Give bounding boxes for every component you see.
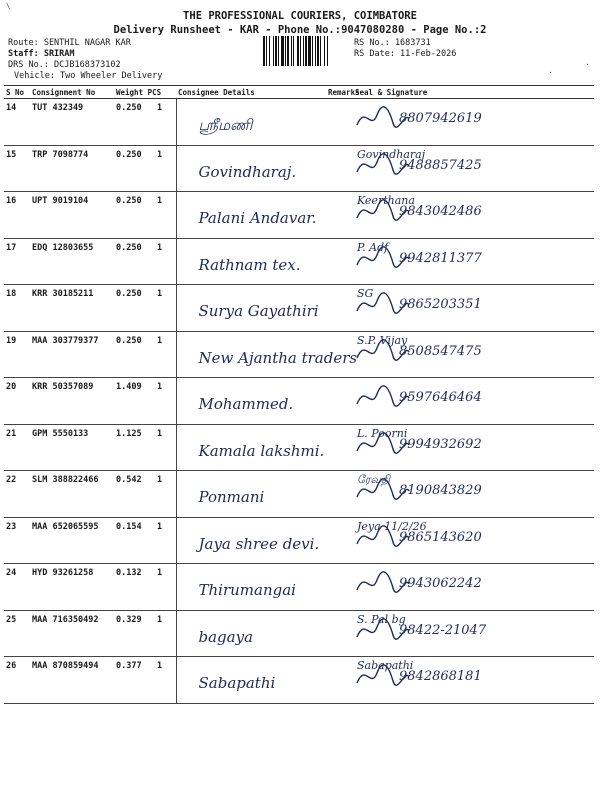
receiver-name-handwritten: Jeya 11/2/26 xyxy=(357,519,427,533)
seal-signature-cell xyxy=(353,192,594,239)
consignment-number: SLM 388822466 xyxy=(30,471,114,518)
table-row xyxy=(4,471,594,518)
weight-value: 1.125 xyxy=(116,428,142,439)
receiver-phone-handwritten: 9994932692 xyxy=(399,436,482,452)
weight-pcs-cell xyxy=(114,378,176,425)
remarks-cell xyxy=(326,285,353,332)
receiver-name-handwritten: Govindharaj xyxy=(357,147,426,161)
receiver-phone-handwritten: 9865143620 xyxy=(399,529,482,545)
scan-dot: · xyxy=(585,60,590,69)
weight-pcs-cell xyxy=(114,610,176,657)
weight-value: 0.250 xyxy=(116,103,142,113)
table-row xyxy=(4,331,594,378)
receiver-phone-handwritten: 9488857425 xyxy=(399,157,482,173)
rs-date: RS Date: 11-Feb-2026 xyxy=(354,49,457,59)
col-consignment: Consignment No xyxy=(30,86,114,99)
consignment-number: MAA 652065595 xyxy=(30,517,114,564)
receiver-phone-handwritten: 98422-21047 xyxy=(399,622,487,638)
company-title: THE PROFESSIONAL COURIERS, COIMBATORE xyxy=(183,10,417,22)
weight-pcs-cell xyxy=(114,471,176,518)
consignee-cell xyxy=(176,145,326,192)
seal-signature-cell xyxy=(353,610,594,657)
consignee-cell xyxy=(176,99,326,146)
weight-pcs-cell xyxy=(114,331,176,378)
weight-pcs-cell xyxy=(114,285,176,332)
receiver-name-handwritten: Sabapathi xyxy=(357,659,414,672)
consignee-handwritten: ஸ்ரீமணி xyxy=(198,116,253,134)
weight-pcs-cell xyxy=(114,192,176,239)
runsheet-subtitle: Delivery Runsheet - KAR - Phone No.:9047080280 - Page No.:2 xyxy=(113,24,487,36)
consignment-number: KRR 50357089 xyxy=(30,378,114,425)
row-sno: 24 xyxy=(4,564,30,611)
pcs-value: 1 xyxy=(156,103,163,113)
weight-value: 0.132 xyxy=(116,568,142,578)
consignee-handwritten: bagaya xyxy=(198,627,254,646)
consignee-cell xyxy=(176,471,326,518)
consignee-handwritten: Surya Gayathiri xyxy=(198,302,319,320)
consignee-handwritten: Palani Andavar. xyxy=(198,209,317,227)
consignee-handwritten: Kamala lakshmi. xyxy=(198,441,325,460)
weight-pcs-cell xyxy=(114,564,176,611)
pcs-value: 1 xyxy=(156,521,163,532)
consignee-handwritten: Jaya shree devi. xyxy=(198,534,320,553)
consignee-cell xyxy=(176,517,326,564)
table-row xyxy=(4,424,594,471)
consignee-cell xyxy=(176,378,326,425)
table-row xyxy=(4,610,594,657)
seal-signature-cell xyxy=(353,331,594,378)
receiver-phone-handwritten: 9943062242 xyxy=(399,576,482,591)
seal-signature-cell xyxy=(353,145,594,192)
seal-signature-cell xyxy=(353,517,594,564)
receiver-name-handwritten: S. Pal bg xyxy=(357,612,406,626)
weight-value: 1.409 xyxy=(116,382,142,392)
consignee-cell xyxy=(176,285,326,332)
receiver-phone-handwritten: 9865203351 xyxy=(399,297,482,312)
remarks-cell xyxy=(326,517,353,564)
consignment-number: MAA 870859494 xyxy=(30,657,114,704)
remarks-cell xyxy=(326,145,353,192)
consignee-handwritten: Rathnam tex. xyxy=(198,255,301,274)
row-sno: 19 xyxy=(4,331,30,378)
pcs-value: 1 xyxy=(156,335,163,346)
receiver-phone-handwritten: 9842868181 xyxy=(399,669,482,684)
consignee-cell xyxy=(176,238,326,285)
rs-number: RS No.: 1683731 xyxy=(354,38,431,48)
row-sno: 15 xyxy=(4,145,30,192)
pcs-value: 1 xyxy=(156,149,163,160)
staff-label: Staff: SRIRAM xyxy=(8,49,75,59)
col-remarks: Remarks xyxy=(328,87,360,97)
table-row xyxy=(4,285,594,332)
pcs-value: 1 xyxy=(156,614,163,625)
consignment-number: TUT 432349 xyxy=(30,99,114,146)
weight-pcs-cell xyxy=(114,145,176,192)
col-weight-pcs: Weight PCS xyxy=(114,86,176,99)
consignee-cell xyxy=(176,564,326,611)
table-row xyxy=(4,517,594,564)
col-consignee: Consignee Details xyxy=(176,86,326,99)
receiver-phone-handwritten: 9942811377 xyxy=(399,250,482,266)
row-sno: 17 xyxy=(4,238,30,285)
row-sno: 16 xyxy=(4,192,30,239)
receiver-phone-handwritten: 8190843829 xyxy=(399,483,482,498)
receiver-phone-handwritten: 8508547475 xyxy=(399,343,482,359)
receiver-name-handwritten: Keerthana xyxy=(357,194,415,207)
weight-value: 0.542 xyxy=(116,475,142,485)
weight-value: 0.250 xyxy=(116,196,142,206)
weight-value: 0.377 xyxy=(116,661,142,671)
receiver-phone-handwritten: 8807942619 xyxy=(399,111,482,126)
weight-value: 0.250 xyxy=(116,149,142,160)
receiver-name-handwritten: L. Poorni xyxy=(357,426,408,440)
row-sno: 22 xyxy=(4,471,30,518)
row-sno: 21 xyxy=(4,424,30,471)
consignee-cell xyxy=(176,424,326,471)
consignment-number: MAA 716350492 xyxy=(30,610,114,657)
receiver-name-handwritten: P. Adf xyxy=(357,240,389,254)
runsheet-table xyxy=(4,85,594,704)
remarks-cell xyxy=(326,99,353,146)
weight-value: 0.250 xyxy=(116,335,142,346)
consignment-number: HYD 93261258 xyxy=(30,564,114,611)
consignee-handwritten: Govindharaj. xyxy=(198,162,297,181)
weight-pcs-cell xyxy=(114,657,176,704)
consignment-number: MAA 303779377 xyxy=(30,331,114,378)
vehicle-label: Vehicle: Two Wheeler Delivery xyxy=(14,71,163,81)
seal-signature-cell xyxy=(353,564,594,611)
pcs-value: 1 xyxy=(156,196,163,206)
row-sno: 25 xyxy=(4,610,30,657)
row-sno: 18 xyxy=(4,285,30,332)
remarks-cell xyxy=(326,424,353,471)
col-seal-signature: Seal & Signature xyxy=(353,86,594,99)
pcs-value: 1 xyxy=(156,661,163,671)
weight-value: 0.154 xyxy=(116,521,142,532)
col-sno: S No xyxy=(4,86,30,99)
table-row xyxy=(4,145,594,192)
consignee-cell xyxy=(176,192,326,239)
remarks-cell xyxy=(326,657,353,704)
seal-signature-cell xyxy=(353,378,594,425)
remarks-cell xyxy=(326,192,353,239)
remarks-cell xyxy=(326,610,353,657)
row-sno: 20 xyxy=(4,378,30,425)
table-row xyxy=(4,564,594,611)
table-row xyxy=(4,657,594,704)
consignee-handwritten: Ponmani xyxy=(198,488,265,506)
pcs-value: 1 xyxy=(156,289,163,299)
remarks-cell xyxy=(326,238,353,285)
weight-pcs-cell xyxy=(114,99,176,146)
row-sno: 23 xyxy=(4,517,30,564)
remarks-cell xyxy=(326,471,353,518)
receiver-phone-handwritten: 9843042486 xyxy=(399,204,482,219)
weight-pcs-cell xyxy=(114,517,176,564)
weight-value: 0.250 xyxy=(116,242,142,253)
weight-pcs-cell xyxy=(114,424,176,471)
seal-signature-cell xyxy=(353,424,594,471)
pcs-value: 1 xyxy=(156,382,163,392)
consignee-cell xyxy=(176,610,326,657)
consignment-number: TRP 7098774 xyxy=(30,145,114,192)
seal-signature-cell xyxy=(353,285,594,332)
pcs-value: 1 xyxy=(156,428,163,439)
route-label: Route: SENTHIL NAGAR KAR xyxy=(8,38,131,48)
table-row xyxy=(4,238,594,285)
drs-number: DRS No.: DCJB168373102 xyxy=(8,60,121,70)
weight-pcs-cell xyxy=(114,238,176,285)
consignment-number: UPT 9019104 xyxy=(30,192,114,239)
seal-signature-cell xyxy=(353,657,594,704)
row-sno: 14 xyxy=(4,99,30,146)
pcs-value: 1 xyxy=(156,242,163,253)
consignee-handwritten: Sabapathi xyxy=(198,674,276,692)
table-header-row xyxy=(4,86,594,99)
seal-signature-cell xyxy=(353,471,594,518)
consignee-handwritten: Thirumangai xyxy=(198,581,296,599)
receiver-name-handwritten: S.P. Vijay xyxy=(357,333,408,347)
weight-value: 0.329 xyxy=(116,614,142,625)
seal-signature-cell xyxy=(353,99,594,146)
consignment-number: KRR 30185211 xyxy=(30,285,114,332)
receiver-phone-handwritten: 9597646464 xyxy=(399,390,482,405)
consignee-cell xyxy=(176,331,358,378)
consignee-handwritten: New Ajantha traders xyxy=(198,348,358,367)
receiver-name-handwritten: SG xyxy=(357,287,374,300)
scan-dot: · xyxy=(548,68,553,77)
row-sno: 26 xyxy=(4,657,30,704)
remarks-cell xyxy=(326,564,353,611)
scan-mark: \ xyxy=(6,2,11,11)
seal-signature-cell xyxy=(353,238,594,285)
pcs-value: 1 xyxy=(156,568,163,578)
receiver-name-handwritten: ரேவதி xyxy=(357,473,391,486)
consignment-number: GPM 5550133 xyxy=(30,424,114,471)
remarks-cell xyxy=(326,378,353,425)
consignee-cell xyxy=(176,657,326,704)
table-row xyxy=(4,99,594,146)
table-row xyxy=(4,192,594,239)
consignee-handwritten: Mohammed. xyxy=(198,395,294,413)
consignment-number: EDQ 12803655 xyxy=(30,238,114,285)
barcode xyxy=(263,36,353,66)
table-row xyxy=(4,378,594,425)
pcs-value: 1 xyxy=(156,475,163,485)
weight-value: 0.250 xyxy=(116,289,142,299)
